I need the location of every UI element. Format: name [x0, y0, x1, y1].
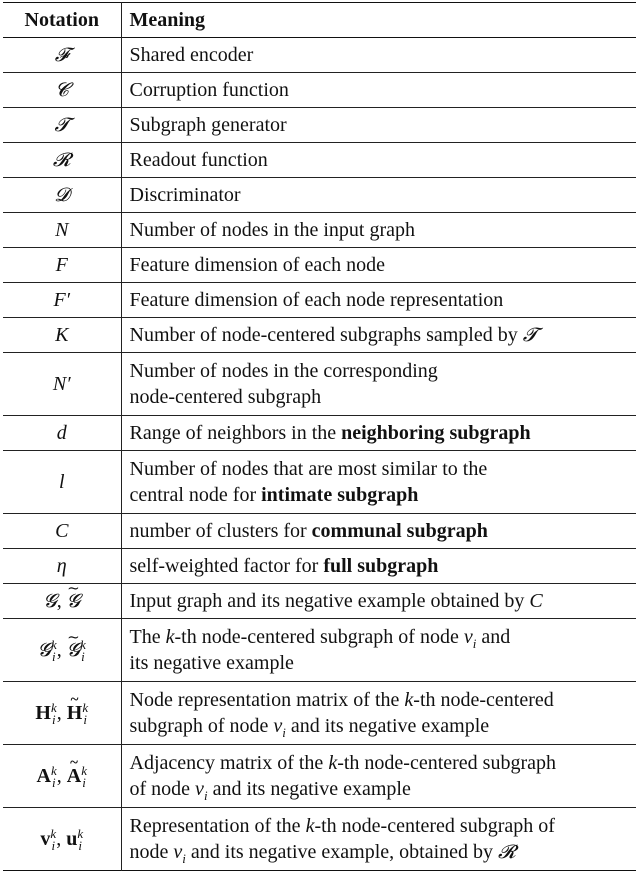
meaning-cell: Node representation matrix of the k-th node-centered subgraph of node $v_i$ and its negative example: [129, 689, 554, 740]
table-row: [3, 38, 636, 73]
symbol-N-prime: N′: [52, 373, 71, 395]
notation-table: [3, 2, 636, 871]
table-row: [3, 682, 636, 745]
meaning-cell: number of clusters for communal subgraph: [129, 520, 488, 542]
meaning-cell: self-weighted factor for full subgraph: [129, 555, 439, 577]
symbol-d: d: [56, 422, 67, 444]
symbol-corruption: 𝓒: [55, 79, 69, 101]
symbol-subgraph-pair: 𝓖 k i , ~ 𝓖 k i: [3, 619, 121, 682]
symbol-H-pair: H k i , ~ H k i: [3, 682, 121, 745]
table-row: [3, 619, 636, 682]
meaning-cell: Corruption function: [129, 79, 289, 101]
meaning-cell: Adjacency matrix of the k-th node-centered subgraph of node $v_i$ and its negative example: [129, 752, 557, 803]
meaning-header: Meaning: [129, 9, 206, 31]
symbol-readout: 𝓡: [52, 149, 71, 171]
symbol-F-prime: F′: [53, 289, 71, 311]
table-row: [3, 73, 636, 108]
notation-header: Notation: [3, 3, 121, 38]
meaning-cell: Input graph and its negative example obtained by C: [129, 590, 543, 612]
table-row: [3, 108, 636, 143]
meaning-cell: Representation of the k-th node-centered subgraph of node $v_i$ and its negative example, obtained by 𝓡: [129, 815, 555, 866]
symbol-F: F: [55, 254, 68, 276]
meaning-cell: Number of node-centered subgraphs sampled by 𝓣: [129, 324, 538, 346]
meaning-cell: Range of neighbors in the neighboring subgraph: [129, 422, 531, 444]
meaning-cell: Feature dimension of each node: [129, 254, 385, 276]
table-row: [3, 584, 636, 619]
symbol-v-u-pair: v k i , u k i: [3, 808, 121, 871]
table-row: [3, 143, 636, 178]
symbol-l: l: [58, 471, 65, 493]
table-row: [3, 549, 636, 584]
symbol-A-pair: A k i , ~ A k i: [3, 745, 121, 808]
table-row: [3, 283, 636, 318]
symbol-shared-encoder: 𝓕: [54, 44, 69, 66]
table-row: [3, 514, 636, 549]
table-row: [3, 808, 636, 871]
meaning-cell: Discriminator: [129, 184, 241, 206]
symbol-C: C: [55, 520, 69, 542]
table-row: [3, 745, 636, 808]
symbol-discriminator: 𝓓: [54, 184, 70, 206]
meaning-cell: The k-th node-centered subgraph of node $v_i$ and its negative example: [129, 626, 511, 674]
symbol-eta: η: [56, 555, 67, 577]
meaning-cell: Number of nodes in the input graph: [129, 219, 415, 241]
table-row: [3, 451, 636, 514]
symbol-N: N: [55, 219, 69, 241]
table-row: [3, 318, 636, 353]
symbol-input-graph: 𝓖, ~ 𝓖: [3, 584, 121, 619]
meaning-cell: Number of nodes in the corresponding node-centered subgraph: [129, 360, 438, 408]
symbol-subgraph-generator: 𝓣: [54, 114, 70, 136]
table-row: [3, 353, 636, 416]
meaning-cell: Subgraph generator: [129, 114, 287, 136]
table-row: [3, 213, 636, 248]
table-row: [3, 248, 636, 283]
table-row: [3, 416, 636, 451]
table-row: [3, 178, 636, 213]
meaning-cell: Feature dimension of each node representation: [129, 289, 504, 311]
meaning-cell: Shared encoder: [129, 44, 254, 66]
meaning-cell: Readout function: [129, 149, 268, 171]
header-row: [3, 3, 636, 38]
symbol-K: K: [55, 324, 69, 346]
meaning-cell: Number of nodes that are most similar to the central node for intimate subgraph: [129, 458, 488, 506]
notation-table-container: [3, 2, 636, 871]
